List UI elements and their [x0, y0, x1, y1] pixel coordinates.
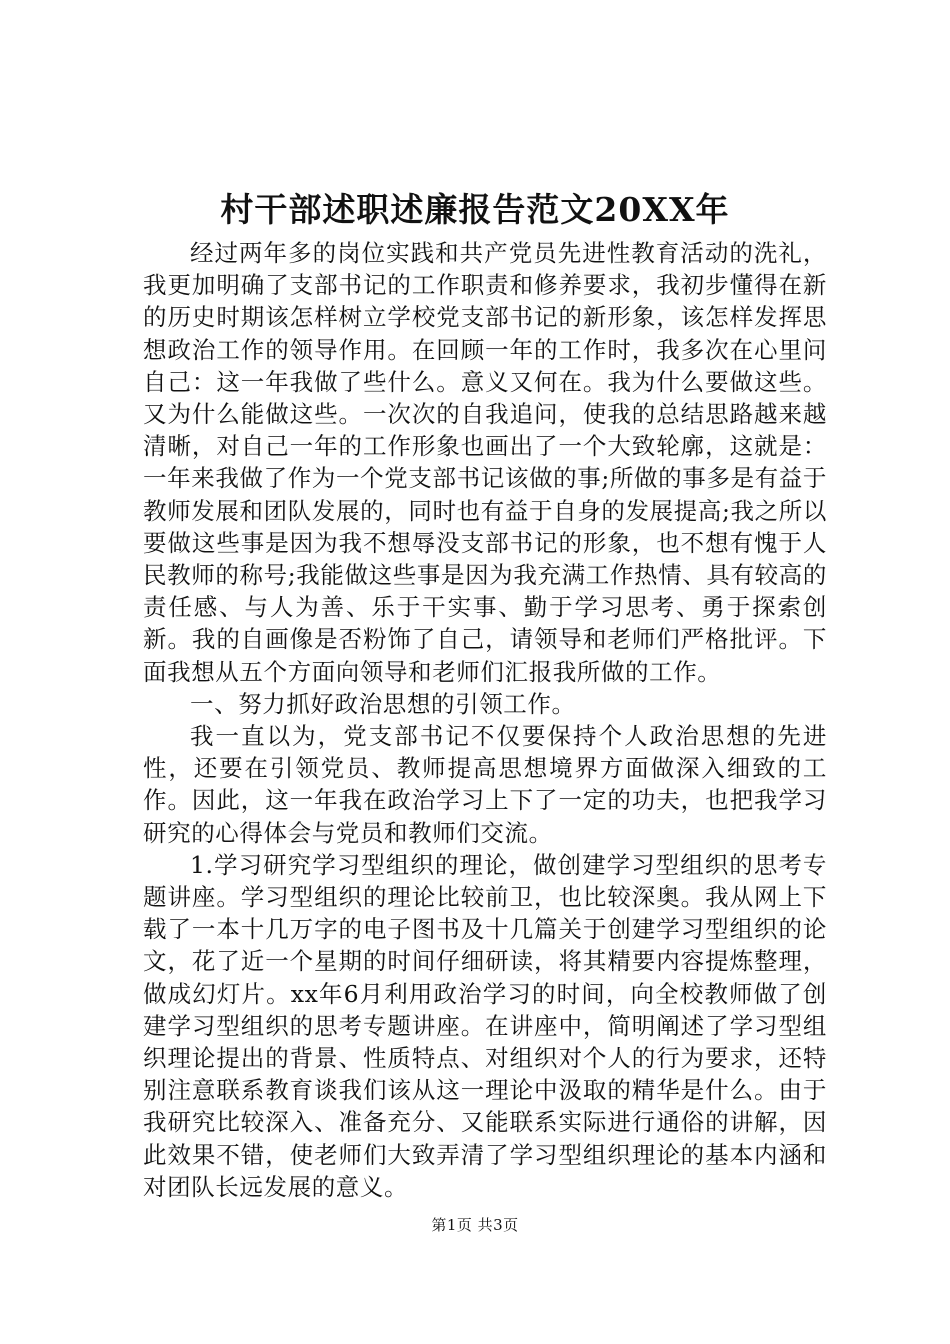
section-heading-1: 一、努力抓好政治思想的引领工作。 — [190, 689, 576, 718]
paragraph-section-1: 我一直以为，党支部书记不仅要保持个人政治思想的先进性，还要在引领党员、教师提高思想境界方面做深入细致的工作。因此，这一年我在政治学习上下了一定的功夫，也把我学习研究的心得体会与党员和教师们交流。 — [143, 722, 827, 847]
document-title: 村干部述职述廉报告范文20XX年 — [220, 190, 730, 229]
document-body — [143, 237, 827, 1203]
page-number-footer: 第1页 共3页 — [431, 1216, 519, 1234]
paragraph-intro: 经过两年多的岗位实践和共产党员先进性教育活动的洗礼，我更加明确了支部书记的工作职责和修养要求，我初步懂得在新的历史时期该怎样树立学校党支部书记的新形象，该怎样发挥思想政治工作的领导作用。在回顾一年的工作时，我多次在心里问自己：这一年我做了些什么。意义又何在。我为什么要做这些。又为什么能做这些。一次次的自我追问，使我的总结思路越来越清晰，对自己一年的工作形象也画出了一个大致轮廓，这就是：一年来我做了作为一个党支部书记该做的事;所做的事多是有益于教师发展和团队发展的，同时也有益于自身的发展提高;我之所以要做这些事是因为我不想辱没支部书记的形象，也不想有愧于人民教师的称号;我能做这些事是因为我充满工作热情、具有较高的责任感、与人为善、乐于干实事、勤于学习思考、勇于探索创新。我的自画像是否粉饰了自己，请领导和老师们严格批评。下面我想从五个方面向领导和老师们汇报我所做的工作。 — [143, 239, 827, 686]
paragraph-item-1: 1.学习研究学习型组织的理论，做创建学习型组织的思考专题讲座。学习型组织的理论比较前卫，也比较深奥。我从网上下载了一本十几万字的电子图书及十几篇关于创建学习型组织的论文，花了近一个星期的时间仔细研读，将其精要内容提炼整理，做成幻灯片。xx年6月利用政治学习的时间，向全校教师做了创建学习型组织的思考专题讲座。在讲座中，简明阐述了学习型组织理论提出的背景、性质特点、对组织对个人的行为要求，还特别注意联系教育谈我们该从这一理论中汲取的精华是什么。由于我研究比较深入、准备充分、又能联系实际进行通俗的讲解，因此效果不错，使老师们大致弄清了学习型组织理论的基本内涵和对团队长远发展的意义。 — [143, 850, 827, 1201]
